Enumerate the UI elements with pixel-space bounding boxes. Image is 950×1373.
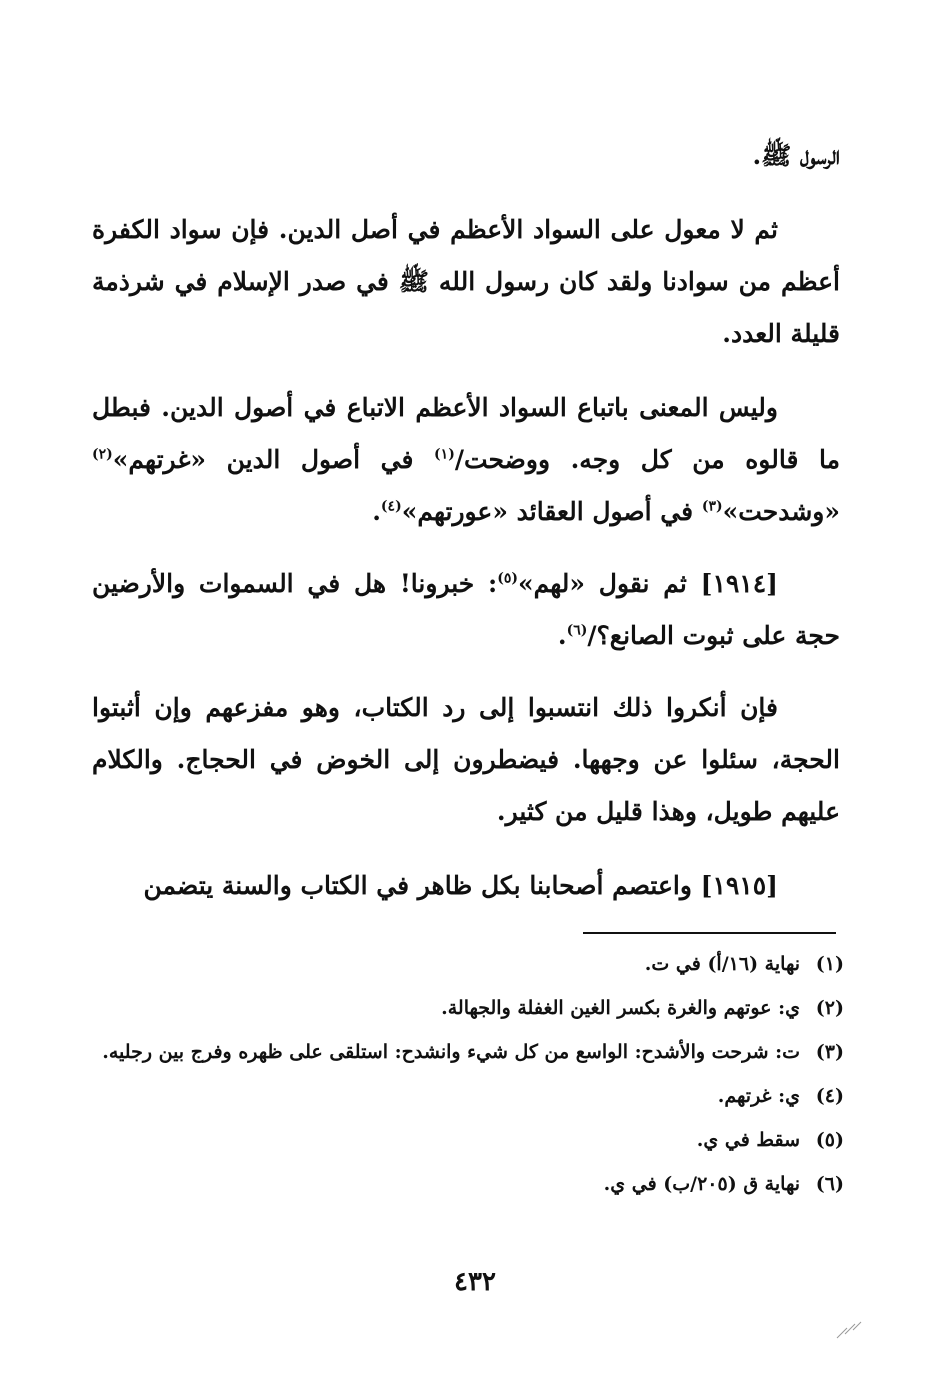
footnote-text: ي: عوتهم والغرة بكسر الغين الغفلة والجهالة.	[441, 997, 800, 1019]
body-text	[92, 204, 840, 360]
footnote-item	[92, 1162, 844, 1206]
body-text	[92, 682, 840, 838]
body-text	[92, 130, 840, 182]
footnote-text: نهاية ق (٢٠٥/ب) في ي.	[603, 1173, 800, 1195]
paragraph-2-text: وليس المعنى باتباع السواد الأعظم الاتباع في أصول الدين. فبطل ما قالوه من كل وجه. ووضحت/	[92, 393, 840, 474]
footnote-ref-6: (٦)	[566, 622, 588, 639]
paragraph-5: [١٩١٥] واعتصم أصحابنا بكل ظاهر في الكتاب والسنة يتضمن	[143, 871, 778, 900]
footnote-text: ي: غرتهم.	[717, 1085, 800, 1107]
paragraph-2-text: في أصول الدين «غرتهم»	[112, 445, 435, 474]
paragraph-4: فإن أنكروا ذلك انتسبوا إلى رد الكتاب، وهو مفزعهم وإن أثبتوا الحجة، سئلوا عن وجهها. فيضطرون إلى الخوض في الحجاج. والكلام عليهم طويل، وهذا قليل من كثير.	[92, 693, 840, 826]
paragraph-2-text: .	[372, 497, 381, 526]
footnote-number: (٦)	[815, 1173, 844, 1195]
footnote-text: سقط في ي.	[696, 1129, 800, 1151]
footnote-text: ت: شرحت والأشدح: الواسع من كل شيء وانشدح: استلقى على ظهره وفرج بين رجليه.	[102, 1041, 800, 1063]
paragraph-continuation: الرسول ﷺ.	[752, 141, 840, 170]
page-number: ٤٣٢	[454, 1267, 496, 1297]
paragraph-3-text: : خبرونا! هل في السموات والأرضين حجة على ثبوت الصانع؟/	[92, 569, 840, 650]
footnote-ref-1: (١)	[434, 446, 455, 463]
footnote-number: (٤)	[815, 1085, 844, 1107]
footnote-number: (٣)	[815, 1041, 844, 1063]
body-text	[92, 860, 840, 912]
paragraph-3-text: .	[557, 621, 567, 650]
footnote-item	[92, 1118, 844, 1162]
footnote-item	[92, 942, 844, 986]
paragraph-2-text: «وشدحت»	[722, 497, 840, 526]
footnote-ref-5: (٥)	[497, 570, 519, 587]
footnote-item	[92, 986, 844, 1030]
footnote-item	[92, 1074, 844, 1118]
footnote-ref-3: (٣)	[701, 498, 723, 515]
paragraph-3	[92, 558, 840, 662]
footnote-divider	[583, 932, 836, 934]
footnote-ref-4: (٤)	[380, 498, 402, 515]
footnote-number: (٥)	[815, 1129, 844, 1151]
body-text	[92, 382, 840, 538]
body-text	[92, 558, 840, 662]
footnote-number: (١)	[815, 953, 844, 975]
footnote-text: نهاية (١٦/أ) في ت.	[644, 953, 800, 975]
paragraph-2-text: في أصول العقائد «عورتهم»	[401, 497, 702, 526]
footnote-number: (٢)	[815, 997, 844, 1019]
footnotes	[92, 942, 844, 1206]
paragraph-1: ثم لا معول على السواد الأعظم في أصل الدين. فإن سواد الكفرة أعظم من سوادنا ولقد كان رسول الله ﷺ في صدر الإسلام في شرذمة قليلة العدد.	[92, 215, 840, 348]
paragraph-2	[92, 382, 840, 538]
pencil-mark	[835, 1320, 865, 1340]
paragraph-3-text: [١٩١٤] ثم نقول «لهم»	[518, 569, 779, 598]
footnote-item	[92, 1030, 844, 1074]
footnote-ref-2: (٢)	[92, 446, 113, 463]
